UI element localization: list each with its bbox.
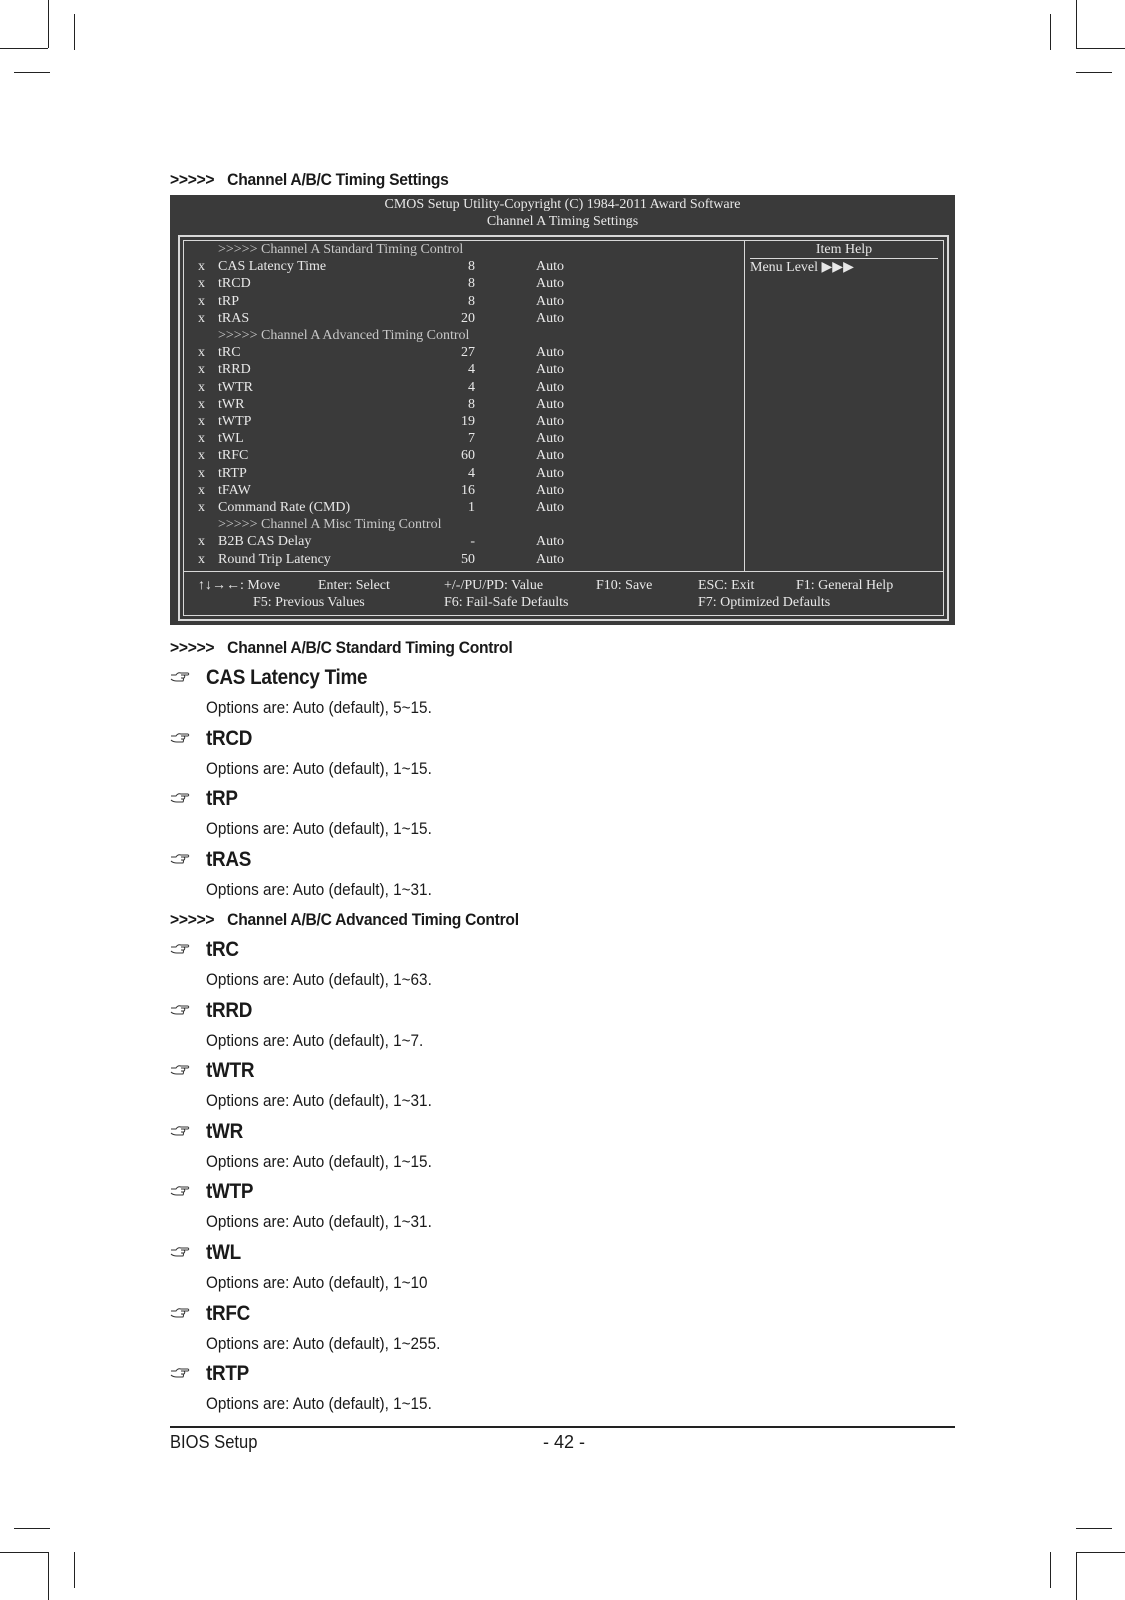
setting-name: tWL	[218, 431, 244, 447]
bios-setting-row[interactable]	[184, 396, 739, 413]
setting-current-value: 50	[461, 551, 475, 567]
bios-setting-row[interactable]	[184, 499, 739, 516]
bios-header-line1: CMOS Setup Utility-Copyright (C) 1984-2011 Award Software	[384, 197, 741, 212]
pointing-hand-icon	[170, 1124, 190, 1138]
bios-setting-row[interactable]	[184, 551, 739, 568]
setting-name: tRTP	[218, 465, 247, 481]
crop-mark	[48, 1552, 49, 1600]
key-move: ↑↓→←: Move	[198, 578, 281, 593]
submenu-label: >>>>> Channel A Misc Timing Control	[218, 517, 442, 533]
bios-setting-row[interactable]	[184, 533, 739, 550]
submenu-label: >>>>> Channel A Standard Timing Control	[218, 242, 464, 257]
setting-option: Auto	[536, 345, 564, 361]
setting-option: Auto	[536, 414, 564, 429]
crop-mark	[1076, 1528, 1112, 1529]
setting-current-value: 16	[461, 482, 475, 498]
bios-setting-row[interactable]	[184, 482, 739, 499]
bios-setting-row[interactable]	[184, 361, 739, 378]
heading-prefix: >>>>>	[170, 170, 215, 189]
locked-marker: x	[198, 310, 205, 326]
setting-name: tRC	[218, 345, 241, 361]
locked-marker: x	[198, 414, 205, 429]
setting-name: B2B CAS Delay	[218, 534, 312, 550]
crop-mark	[1050, 14, 1051, 50]
setting-current-value: 27	[461, 345, 475, 361]
bios-submenu-header	[184, 241, 739, 258]
crop-mark	[0, 48, 48, 49]
option-description: Options are: Auto (default), 1~10	[206, 1273, 428, 1292]
setting-name: tWR	[218, 396, 245, 412]
bios-frame	[178, 235, 949, 621]
option-description: Options are: Auto (default), 1~63.	[206, 970, 432, 989]
locked-marker: x	[198, 465, 205, 481]
setting-option: Auto	[536, 379, 564, 395]
menu-level: Menu Level ▶▶▶	[750, 260, 854, 275]
setting-name: tRCD	[218, 276, 251, 292]
option-title: tRAS	[206, 847, 252, 871]
setting-option: Auto	[536, 396, 564, 412]
crop-mark	[1076, 48, 1125, 49]
key-optimized: F7: Optimized Defaults	[698, 595, 831, 610]
bios-setting-row[interactable]	[184, 447, 739, 464]
setting-current-value: 8	[468, 276, 475, 292]
option-description: Options are: Auto (default), 1~15.	[206, 819, 432, 839]
setting-option: Auto	[536, 259, 564, 275]
locked-marker: x	[198, 362, 205, 378]
option-description: Options are: Auto (default), 1~255.	[206, 1333, 441, 1353]
option-description: Options are: Auto (default), 1~7.	[206, 1030, 424, 1050]
locked-marker: x	[198, 259, 205, 275]
setting-option: Auto	[536, 362, 564, 378]
setting-option: Auto	[536, 500, 564, 515]
locked-marker: x	[198, 500, 205, 515]
pointing-hand-icon	[170, 670, 190, 684]
setting-current-value: 1	[468, 500, 475, 515]
crop-mark	[1076, 1552, 1125, 1553]
footer-divider	[184, 571, 943, 572]
option-title: tRRD	[206, 998, 253, 1022]
crop-mark	[1076, 1552, 1077, 1600]
key-failsafe: F6: Fail-Safe Defaults	[444, 595, 569, 610]
locked-marker: x	[198, 482, 205, 498]
setting-current-value: 4	[468, 362, 475, 378]
setting-option: Auto	[536, 310, 564, 326]
setting-name: tWTP	[218, 414, 252, 429]
option-title: tRC	[206, 938, 239, 961]
heading-prefix: >>>>>	[170, 638, 215, 657]
option-description: Options are: Auto (default), 1~15.	[206, 1151, 432, 1171]
bios-setting-row[interactable]	[184, 275, 739, 292]
item-help-title: Item Help	[815, 242, 873, 257]
footer-section-name: BIOS Setup	[170, 1432, 258, 1452]
setting-name: tRRD	[218, 362, 251, 378]
crop-mark	[74, 1552, 75, 1588]
key-prev: F5: Previous Values	[253, 595, 365, 610]
setting-current-value: 8	[468, 293, 475, 309]
crop-mark	[48, 0, 49, 48]
locked-marker: x	[198, 276, 205, 292]
option-title: tRP	[206, 787, 238, 811]
heading-text: Channel A/B/C Advanced Timing Control	[227, 910, 519, 929]
crop-mark	[14, 72, 50, 73]
pointing-hand-icon	[170, 852, 190, 866]
crop-mark	[1050, 1552, 1051, 1588]
locked-marker: x	[198, 293, 205, 309]
setting-current-value: 7	[468, 431, 475, 447]
setting-current-value: 4	[468, 379, 475, 395]
pointing-hand-icon	[170, 1063, 190, 1077]
setting-name: Command Rate (CMD)	[218, 500, 351, 515]
setting-current-value: 19	[461, 414, 475, 429]
setting-option: Auto	[536, 482, 564, 498]
advanced-heading	[170, 910, 519, 930]
key-value: +/-/PU/PD: Value	[444, 578, 544, 593]
key-exit: ESC: Exit	[698, 578, 755, 593]
heading-prefix: >>>>>	[170, 910, 215, 929]
setting-name: tWTR	[218, 379, 253, 395]
setting-name: Round Trip Latency	[218, 551, 331, 567]
setting-name: CAS Latency Time	[218, 259, 327, 275]
crop-mark	[0, 1552, 48, 1553]
setting-current-value: -	[470, 534, 475, 550]
option-title: tWL	[206, 1241, 241, 1264]
option-title: tRCD	[206, 726, 253, 750]
setting-option: Auto	[536, 431, 564, 447]
setting-name: tRFC	[218, 448, 249, 464]
bios-inner-frame	[183, 240, 944, 616]
key-select: Enter: Select	[318, 578, 390, 593]
section-heading	[170, 170, 449, 190]
option-description: Options are: Auto (default), 1~31.	[206, 1212, 432, 1232]
bios-setting-row[interactable]	[184, 344, 739, 361]
bios-setting-row[interactable]	[184, 293, 739, 310]
option-description: Options are: Auto (default), 5~15.	[206, 698, 432, 717]
option-description: Options are: Auto (default), 1~15.	[206, 758, 432, 778]
bios-submenu-header	[184, 327, 739, 344]
crop-mark	[1076, 0, 1077, 48]
setting-current-value: 4	[468, 465, 475, 481]
pointing-hand-icon	[170, 1306, 190, 1320]
locked-marker: x	[198, 448, 205, 464]
option-description: Options are: Auto (default), 1~31.	[206, 879, 432, 899]
heading-text: Channel A/B/C Timing Settings	[227, 170, 449, 189]
footer-rule	[170, 1426, 955, 1428]
locked-marker: x	[198, 534, 205, 550]
setting-name: tRP	[218, 293, 240, 309]
setting-option: Auto	[536, 276, 564, 292]
setting-option: Auto	[536, 465, 564, 481]
page-number: - 42 -	[543, 1432, 586, 1452]
option-title: tWR	[206, 1119, 243, 1143]
setting-current-value: 60	[461, 448, 475, 464]
locked-marker: x	[198, 431, 205, 447]
pointing-hand-icon	[170, 791, 190, 805]
setting-option: Auto	[536, 534, 564, 550]
option-description: Options are: Auto (default), 1~31.	[206, 1091, 432, 1111]
option-title: tWTR	[206, 1059, 255, 1083]
heading-text: Channel A/B/C Standard Timing Control	[227, 638, 513, 657]
locked-marker: x	[198, 345, 205, 361]
help-divider	[744, 241, 745, 571]
locked-marker: x	[198, 379, 205, 395]
standard-heading	[170, 638, 512, 658]
crop-mark	[14, 1528, 50, 1529]
bios-submenu-header	[184, 516, 739, 533]
setting-option: Auto	[536, 448, 564, 464]
bios-screen	[170, 195, 955, 625]
option-title: tWTP	[206, 1180, 254, 1204]
setting-name: tRAS	[218, 310, 250, 326]
setting-current-value: 8	[468, 259, 475, 275]
setting-option: Auto	[536, 293, 564, 309]
option-title: tRTP	[206, 1362, 250, 1386]
crop-mark	[74, 14, 75, 50]
pointing-hand-icon	[170, 1366, 190, 1380]
bios-header-line2: Channel A Timing Settings	[486, 214, 639, 229]
bios-setting-row[interactable]	[184, 310, 739, 327]
bios-setting-row[interactable]	[184, 258, 739, 275]
crop-mark	[1076, 72, 1112, 73]
option-title: tRFC	[206, 1301, 251, 1325]
option-title: CAS Latency Time	[206, 666, 368, 689]
locked-marker: x	[198, 551, 205, 567]
option-description: Options are: Auto (default), 1~15.	[206, 1394, 432, 1414]
bios-setting-row[interactable]	[184, 413, 739, 430]
pointing-hand-icon	[170, 1184, 190, 1198]
setting-current-value: 8	[468, 396, 475, 412]
pointing-hand-icon	[170, 942, 190, 956]
pointing-hand-icon	[170, 731, 190, 745]
setting-option: Auto	[536, 551, 564, 567]
setting-current-value: 20	[461, 310, 475, 326]
bios-setting-row[interactable]	[184, 430, 739, 447]
bios-setting-row[interactable]	[184, 379, 739, 396]
bios-setting-row[interactable]	[184, 465, 739, 482]
setting-name: tFAW	[218, 482, 251, 498]
key-save: F10: Save	[596, 578, 653, 593]
key-help: F1: General Help	[796, 578, 894, 593]
locked-marker: x	[198, 396, 205, 412]
pointing-hand-icon	[170, 1245, 190, 1259]
submenu-label: >>>>> Channel A Advanced Timing Control	[218, 328, 470, 343]
pointing-hand-icon	[170, 1003, 190, 1017]
